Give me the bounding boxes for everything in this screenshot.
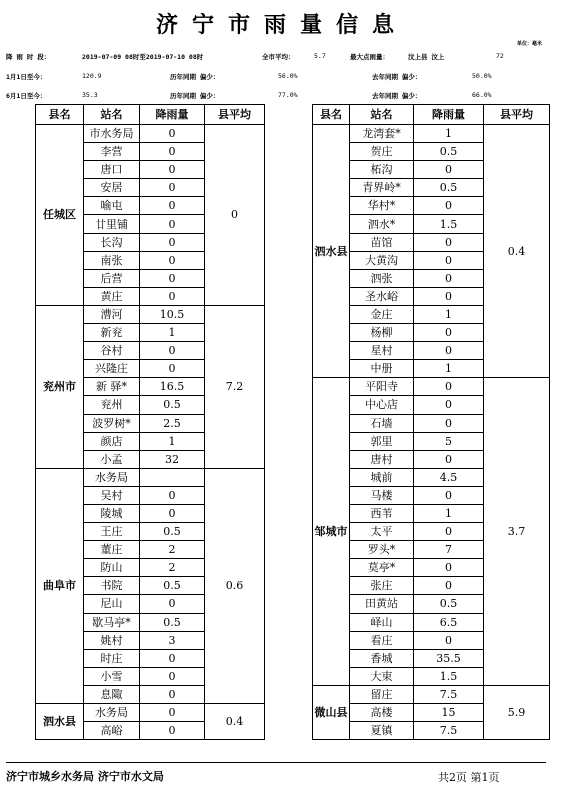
page-title: 济宁市雨量信息 (155, 13, 408, 38)
rainfall-value: 0 (414, 251, 484, 269)
rainfall-value: 0 (140, 360, 205, 378)
max-point-label: 最大点雨量： (350, 53, 389, 61)
station-name: 波罗树* (84, 414, 140, 432)
table-row (313, 125, 550, 143)
station-name: 长沟 (84, 233, 140, 251)
rainfall-value: 1.5 (414, 215, 484, 233)
rainfall-value: 0 (414, 577, 484, 595)
station-name: 柘沟 (350, 161, 414, 179)
jun-hist-label: 历年同期 偏少： (170, 92, 220, 100)
station-name: 华村* (350, 197, 414, 215)
rainfall-value: 0 (414, 523, 484, 541)
rainfall-value: 0 (414, 197, 484, 215)
station-name: 董庄 (84, 541, 140, 559)
rainfall-value: 0 (140, 125, 205, 143)
rainfall-value: 0.5 (414, 179, 484, 197)
station-name: 廿里铺 (84, 215, 140, 233)
station-name: 香城 (350, 649, 414, 667)
rainfall-value: 0 (140, 685, 205, 703)
rainfall-value: 0.5 (414, 595, 484, 613)
rainfall-table-right (312, 104, 550, 740)
rainfall-value: 1 (414, 125, 484, 143)
rainfall-value: 5 (414, 432, 484, 450)
table-row (36, 704, 265, 722)
station-name: 黄庄 (84, 287, 140, 305)
station-name: 唐口 (84, 161, 140, 179)
county-name: 任城区 (36, 125, 84, 306)
station-name: 中册 (350, 360, 414, 378)
station-name: 兖州 (84, 396, 140, 414)
jun-last-value: 66.0% (472, 91, 492, 99)
header-county-avg: 县平均 (484, 105, 550, 125)
station-name: 安居 (84, 179, 140, 197)
table-row (36, 125, 265, 143)
rainfall-value: 0 (140, 233, 205, 251)
rainfall-value: 15 (414, 704, 484, 722)
station-name: 兴隆庄 (84, 360, 140, 378)
county-name: 邹城市 (313, 378, 350, 686)
max-point-station: 汶上县 汶上 (408, 53, 445, 61)
station-name: 莫亭* (350, 559, 414, 577)
rainfall-value: 4.5 (414, 468, 484, 486)
rainfall-value: 0 (140, 649, 205, 667)
station-name: 姚村 (84, 631, 140, 649)
rainfall-value: 1 (414, 504, 484, 522)
rainfall-value: 0 (414, 324, 484, 342)
station-name: 罗头* (350, 541, 414, 559)
city-avg-value: 5.7 (314, 52, 326, 60)
header-station: 站名 (350, 105, 414, 125)
jan-hist-value: 56.0% (278, 72, 298, 80)
station-name: 太平 (350, 523, 414, 541)
table-row (313, 685, 550, 703)
rainfall-value: 2 (140, 559, 205, 577)
rainfall-value: 7 (414, 541, 484, 559)
footer-agencies: 济宁市城乡水务局 济宁市水文局 (6, 770, 164, 783)
rainfall-value: 0.5 (140, 613, 205, 631)
jun-last-label: 去年同期 偏少： (372, 92, 422, 100)
rainfall-value: 2 (140, 541, 205, 559)
station-name: 水务局 (84, 704, 140, 722)
rainfall-value: 0.5 (414, 143, 484, 161)
rainfall-value: 10.5 (140, 305, 205, 323)
county-average: 3.7 (484, 378, 550, 686)
station-name: 西苇 (350, 504, 414, 522)
rainfall-value: 0 (140, 595, 205, 613)
rainfall-value: 0 (140, 215, 205, 233)
county-average: 0 (205, 125, 265, 306)
station-name: 息陬 (84, 685, 140, 703)
rainfall-value: 0 (414, 559, 484, 577)
rainfall-value: 1 (140, 324, 205, 342)
station-name: 颜店 (84, 432, 140, 450)
station-name: 小孟 (84, 450, 140, 468)
jan-last-label: 去年同期 偏少： (372, 73, 422, 81)
county-name: 兖州市 (36, 305, 84, 468)
rainfall-value: 0 (140, 269, 205, 287)
header-rainfall: 降雨量 (414, 105, 484, 125)
rainfall-value: 0 (140, 197, 205, 215)
county-name: 曲阜市 (36, 468, 84, 703)
station-name: 中心店 (350, 396, 414, 414)
rainfall-value: 0 (140, 486, 205, 504)
station-name: 郭里 (350, 432, 414, 450)
station-name: 泗水* (350, 215, 414, 233)
station-name: 贺庄 (350, 143, 414, 161)
rainfall-value: 1 (414, 360, 484, 378)
table-row (36, 468, 265, 486)
rainfall-value: 0 (414, 631, 484, 649)
station-name: 新 驿* (84, 378, 140, 396)
rainfall-value: 1 (140, 432, 205, 450)
rainfall-value: 0.5 (140, 577, 205, 595)
jun-hist-value: 77.0% (278, 91, 298, 99)
station-name: 喻屯 (84, 197, 140, 215)
rainfall-table-left (35, 104, 265, 740)
station-name: 高峪 (84, 722, 140, 740)
station-name: 吴村 (84, 486, 140, 504)
rainfall-value: 0 (140, 179, 205, 197)
county-name: 泗水县 (313, 125, 350, 378)
station-name: 杨柳 (350, 324, 414, 342)
station-name: 石墙 (350, 414, 414, 432)
county-average: 0.4 (484, 125, 550, 378)
rainfall-value: 0 (414, 486, 484, 504)
rainfall-value: 0 (414, 396, 484, 414)
station-name: 时庄 (84, 649, 140, 667)
rainfall-value (140, 468, 205, 486)
rainfall-value: 2.5 (140, 414, 205, 432)
header-rainfall: 降雨量 (140, 105, 205, 125)
rainfall-value: 35.5 (414, 649, 484, 667)
footer-page-number: 共2页 第1页 (438, 771, 500, 784)
station-name: 唐村 (350, 450, 414, 468)
rainfall-value: 3 (140, 631, 205, 649)
rainfall-value: 0 (140, 722, 205, 740)
rainfall-value: 0 (140, 342, 205, 360)
station-name: 平阳寺 (350, 378, 414, 396)
station-name: 泗张 (350, 269, 414, 287)
station-name: 苗馆 (350, 233, 414, 251)
station-name: 大束 (350, 667, 414, 685)
station-name: 青界岭* (350, 179, 414, 197)
county-average: 7.2 (205, 305, 265, 468)
station-name: 夏镇 (350, 722, 414, 740)
rainfall-value: 0 (140, 667, 205, 685)
period-value: 2019-07-09 08时至2019-07-10 08时 (82, 53, 204, 61)
station-name: 峄山 (350, 613, 414, 631)
station-name: 后营 (84, 269, 140, 287)
station-name: 防山 (84, 559, 140, 577)
station-name: 大黄沟 (350, 251, 414, 269)
table-row (36, 305, 265, 323)
rainfall-value: 1 (414, 305, 484, 323)
jan-label: 1月1日至今： (6, 73, 47, 81)
station-name: 陵城 (84, 504, 140, 522)
table-header-row (313, 105, 550, 125)
jan-value: 120.9 (82, 72, 102, 80)
station-name: 留庄 (350, 685, 414, 703)
header-county-avg: 县平均 (205, 105, 265, 125)
rainfall-value: 0 (414, 161, 484, 179)
station-name: 歇马亭* (84, 613, 140, 631)
station-name: 圣水峪 (350, 287, 414, 305)
station-name: 小雪 (84, 667, 140, 685)
station-name: 高楼 (350, 704, 414, 722)
station-name: 水务局 (84, 468, 140, 486)
rainfall-value: 16.5 (140, 378, 205, 396)
rainfall-value: 0 (140, 143, 205, 161)
rainfall-value: 0 (140, 287, 205, 305)
station-name: 市水务局 (84, 125, 140, 143)
station-name: 尼山 (84, 595, 140, 613)
unit-note: 单位：毫米 (516, 41, 542, 47)
header-station: 站名 (84, 105, 140, 125)
station-name: 田黄站 (350, 595, 414, 613)
station-name: 李营 (84, 143, 140, 161)
rainfall-value: 0 (414, 378, 484, 396)
station-name: 书院 (84, 577, 140, 595)
rainfall-value: 7.5 (414, 685, 484, 703)
table-row (313, 378, 550, 396)
station-name: 金庄 (350, 305, 414, 323)
jan-last-value: 50.0% (472, 72, 492, 80)
period-label: 降 雨 时 段： (6, 53, 51, 61)
bottom-divider (6, 762, 546, 763)
rainfall-value: 0 (414, 414, 484, 432)
station-name: 城前 (350, 468, 414, 486)
rainfall-value: 0 (414, 287, 484, 305)
rainfall-value: 7.5 (414, 722, 484, 740)
table-header-row (36, 105, 265, 125)
max-point-value: 72 (496, 52, 504, 60)
rainfall-value: 0 (140, 161, 205, 179)
station-name: 漕河 (84, 305, 140, 323)
station-name: 星村 (350, 342, 414, 360)
city-avg-label: 全市平均： (262, 53, 295, 61)
station-name: 张庄 (350, 577, 414, 595)
header-county: 县名 (36, 105, 84, 125)
county-average: 5.9 (484, 685, 550, 739)
county-average: 0.4 (205, 704, 265, 740)
jun-label: 6月1日至今： (6, 92, 47, 100)
rainfall-value: 1.5 (414, 667, 484, 685)
county-name: 泗水县 (36, 704, 84, 740)
station-name: 谷村 (84, 342, 140, 360)
rainfall-value: 0 (414, 342, 484, 360)
station-name: 王庄 (84, 523, 140, 541)
rainfall-value: 0 (140, 504, 205, 522)
rainfall-value: 0.5 (140, 523, 205, 541)
rainfall-value: 0 (414, 233, 484, 251)
jun-value: 35.3 (82, 91, 98, 99)
rainfall-value: 0.5 (140, 396, 205, 414)
jan-hist-label: 历年同期 偏少： (170, 73, 220, 81)
rainfall-value: 0 (140, 251, 205, 269)
county-name: 微山县 (313, 685, 350, 739)
header-county: 县名 (313, 105, 350, 125)
station-name: 南张 (84, 251, 140, 269)
rainfall-value: 6.5 (414, 613, 484, 631)
station-name: 看庄 (350, 631, 414, 649)
station-name: 龙湾套* (350, 125, 414, 143)
county-average: 0.6 (205, 468, 265, 703)
station-name: 马楼 (350, 486, 414, 504)
rainfall-value: 0 (414, 450, 484, 468)
station-name: 新兖 (84, 324, 140, 342)
rainfall-value: 0 (140, 704, 205, 722)
rainfall-value: 32 (140, 450, 205, 468)
rainfall-value: 0 (414, 269, 484, 287)
